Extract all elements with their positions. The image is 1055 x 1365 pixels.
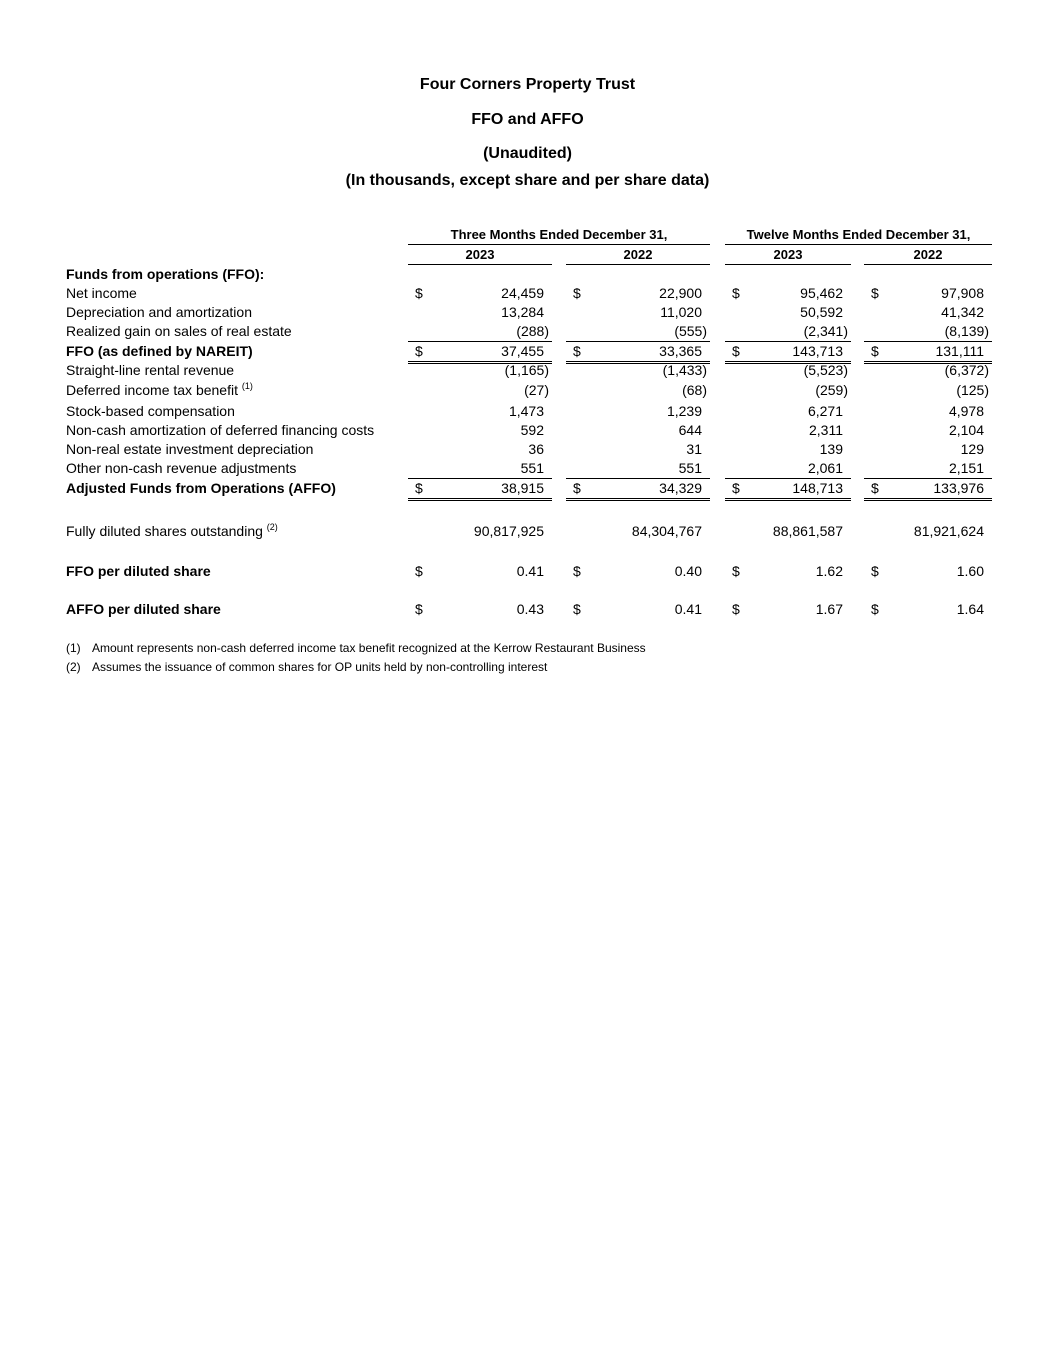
cell-value: 0.43 bbox=[516, 601, 544, 617]
table-row-ffo-total bbox=[0, 342, 1055, 361]
table-row-affo-total bbox=[0, 479, 1055, 498]
currency-symbol: $ bbox=[871, 285, 879, 301]
cell-value: (2,341) bbox=[803, 323, 848, 339]
table-row-nonre-depreciation bbox=[0, 440, 1055, 459]
table-row-straight-line bbox=[0, 361, 1055, 380]
cell-value: 34,329 bbox=[659, 480, 702, 496]
table-cell bbox=[864, 381, 992, 400]
currency-symbol: $ bbox=[415, 285, 423, 301]
table-cell bbox=[566, 303, 710, 322]
cell-value: (288) bbox=[516, 323, 549, 339]
row-label bbox=[66, 522, 278, 541]
table-cell bbox=[566, 479, 710, 501]
cell-value: 95,462 bbox=[800, 285, 843, 301]
table-cell bbox=[864, 421, 992, 440]
cell-value: 41,342 bbox=[941, 304, 984, 320]
row-label: Other non-cash revenue adjustments bbox=[66, 460, 297, 476]
table-cell bbox=[566, 459, 710, 479]
footnote-number: (1) bbox=[66, 641, 81, 655]
table-cell bbox=[864, 562, 992, 581]
cell-value: 644 bbox=[678, 422, 702, 438]
table-cell bbox=[725, 421, 851, 440]
footnote-text: Assumes the issuance of common shares for OP units held by non-controlling interest bbox=[92, 660, 548, 674]
row-label: Non-cash amortization of deferred financing costs bbox=[66, 422, 375, 438]
currency-symbol: $ bbox=[732, 343, 740, 359]
table-cell bbox=[725, 522, 851, 541]
currency-symbol: $ bbox=[871, 563, 879, 579]
row-label: Stock-based compensation bbox=[66, 403, 235, 419]
row-label: Adjusted Funds from Operations (AFFO) bbox=[66, 480, 336, 496]
table-cell bbox=[408, 303, 552, 322]
table-cell bbox=[408, 402, 552, 421]
table-cell bbox=[725, 361, 851, 380]
cell-value: 1,239 bbox=[666, 403, 702, 419]
row-label: Depreciation and amortization bbox=[66, 304, 252, 320]
currency-symbol: $ bbox=[573, 601, 581, 617]
currency-symbol: $ bbox=[573, 343, 581, 359]
table-cell bbox=[408, 459, 552, 479]
currency-symbol: $ bbox=[415, 343, 423, 359]
cell-value: (6,372) bbox=[944, 362, 989, 378]
cell-value: (555) bbox=[674, 323, 707, 339]
cell-value: 4,978 bbox=[948, 403, 984, 419]
table-cell bbox=[864, 522, 992, 541]
cell-value: 592 bbox=[520, 422, 544, 438]
table-row-affo-per-share bbox=[0, 600, 1055, 619]
row-label bbox=[66, 381, 253, 400]
table-row-diluted-shares bbox=[0, 522, 1055, 541]
cell-value: (1,165) bbox=[504, 362, 549, 378]
table-row-ffo-per-share bbox=[0, 562, 1055, 581]
table-cell bbox=[408, 421, 552, 440]
table-cell bbox=[725, 381, 851, 400]
cell-value: 88,861,587 bbox=[772, 523, 843, 539]
table-cell bbox=[864, 479, 992, 501]
section-heading-ffo bbox=[0, 265, 1055, 284]
cell-value: 90,817,925 bbox=[473, 523, 544, 539]
cell-value: 37,455 bbox=[501, 343, 544, 359]
report-title: FFO and AFFO bbox=[471, 111, 584, 128]
footnote bbox=[66, 658, 646, 677]
cell-value: 551 bbox=[678, 460, 702, 476]
currency-symbol: $ bbox=[732, 601, 740, 617]
cell-value: 133,976 bbox=[933, 480, 984, 496]
company-name: Four Corners Property Trust bbox=[419, 76, 636, 93]
cell-value: (8,139) bbox=[944, 323, 989, 339]
row-label: AFFO per diluted share bbox=[66, 601, 221, 617]
table-cell bbox=[725, 459, 851, 479]
currency-symbol: $ bbox=[415, 480, 423, 496]
audit-status: (Unaudited) bbox=[483, 145, 572, 162]
table-cell bbox=[725, 402, 851, 421]
currency-symbol: $ bbox=[732, 563, 740, 579]
cell-value: 131,111 bbox=[935, 343, 984, 359]
table-row-stock-comp bbox=[0, 402, 1055, 421]
cell-value: 84,304,767 bbox=[631, 523, 702, 539]
table-cell bbox=[864, 402, 992, 421]
table-cell bbox=[408, 361, 552, 380]
table-cell bbox=[408, 600, 552, 619]
cell-value: 143,713 bbox=[792, 343, 843, 359]
cell-value: 139 bbox=[819, 441, 843, 457]
currency-symbol: $ bbox=[871, 601, 879, 617]
table-cell bbox=[408, 440, 552, 459]
cell-value: 2,104 bbox=[948, 422, 984, 438]
column-year-header: 2022 bbox=[566, 247, 710, 265]
column-year-header: 2023 bbox=[408, 247, 552, 265]
currency-symbol: $ bbox=[415, 601, 423, 617]
row-label: Non-real estate investment depreciation bbox=[66, 441, 314, 457]
table-cell bbox=[566, 522, 710, 541]
cell-value: (27) bbox=[524, 382, 549, 398]
table-cell bbox=[725, 440, 851, 459]
table-cell bbox=[408, 322, 552, 342]
row-label: Funds from operations (FFO): bbox=[66, 266, 265, 282]
table-cell bbox=[408, 381, 552, 400]
row-label: FFO per diluted share bbox=[66, 563, 211, 579]
table-row-depreciation bbox=[0, 303, 1055, 322]
footnote-ref: (1) bbox=[241, 381, 253, 391]
cell-value: (68) bbox=[682, 382, 707, 398]
cell-value: 2,061 bbox=[807, 460, 843, 476]
cell-value: 11,020 bbox=[660, 304, 702, 320]
table-cell bbox=[864, 600, 992, 619]
footnote-number: (2) bbox=[66, 660, 81, 674]
row-label-text: Fully diluted shares outstanding bbox=[66, 523, 263, 539]
cell-value: 31 bbox=[686, 441, 702, 457]
cell-value: 13,284 bbox=[501, 304, 544, 320]
table-cell bbox=[566, 284, 710, 303]
table-row-noncash-amortization bbox=[0, 421, 1055, 440]
table-cell bbox=[566, 361, 710, 380]
table-cell bbox=[566, 402, 710, 421]
currency-symbol: $ bbox=[573, 480, 581, 496]
cell-value: (259) bbox=[815, 382, 848, 398]
row-label: Straight-line rental revenue bbox=[66, 362, 235, 378]
table-row-net-income bbox=[0, 284, 1055, 303]
table-cell bbox=[725, 303, 851, 322]
row-label: Net income bbox=[66, 285, 137, 301]
cell-value: 129 bbox=[960, 441, 984, 457]
cell-value: 1.67 bbox=[815, 601, 843, 617]
cell-value: 33,365 bbox=[659, 343, 702, 359]
cell-value: 148,713 bbox=[792, 480, 843, 496]
cell-value: 2,311 bbox=[809, 422, 843, 438]
cell-value: 1.60 bbox=[956, 563, 984, 579]
table-cell bbox=[566, 322, 710, 342]
units-note: (In thousands, except share and per share data) bbox=[345, 172, 710, 189]
row-label: Realized gain on sales of real estate bbox=[66, 323, 292, 339]
table-cell bbox=[725, 322, 851, 342]
cell-value: 1.64 bbox=[956, 601, 984, 617]
currency-symbol: $ bbox=[573, 563, 581, 579]
row-label-text: Deferred income tax benefit bbox=[66, 382, 238, 398]
table-cell bbox=[566, 562, 710, 581]
cell-value: 24,459 bbox=[501, 285, 544, 301]
table-cell bbox=[408, 522, 552, 541]
table-cell bbox=[566, 600, 710, 619]
table-cell bbox=[864, 322, 992, 342]
table-cell bbox=[864, 459, 992, 479]
table-cell bbox=[408, 479, 552, 501]
currency-symbol: $ bbox=[732, 480, 740, 496]
table-cell bbox=[725, 284, 851, 303]
cell-value: 1,473 bbox=[508, 403, 544, 419]
table-row-deferred-tax bbox=[0, 381, 1055, 400]
cell-value: 0.40 bbox=[674, 563, 702, 579]
cell-value: (5,523) bbox=[803, 362, 848, 378]
table-row-realized-gain bbox=[0, 322, 1055, 341]
cell-value: 22,900 bbox=[659, 285, 702, 301]
table-row-other-noncash bbox=[0, 459, 1055, 478]
table-cell bbox=[725, 479, 851, 501]
table-cell bbox=[864, 440, 992, 459]
column-group-three-months: Three Months Ended December 31, bbox=[408, 227, 710, 245]
cell-value: 551 bbox=[520, 460, 544, 476]
footnotes bbox=[66, 639, 646, 677]
currency-symbol: $ bbox=[871, 343, 879, 359]
footnote-ref: (2) bbox=[266, 522, 278, 532]
cell-value: (1,433) bbox=[662, 362, 707, 378]
table-cell bbox=[566, 381, 710, 400]
cell-value: 81,921,624 bbox=[913, 523, 984, 539]
row-label: FFO (as defined by NAREIT) bbox=[66, 343, 253, 359]
table-cell bbox=[725, 600, 851, 619]
cell-value: 2,151 bbox=[948, 460, 984, 476]
cell-value: 6,271 bbox=[807, 403, 843, 419]
cell-value: (125) bbox=[956, 382, 989, 398]
cell-value: 97,908 bbox=[941, 285, 984, 301]
currency-symbol: $ bbox=[415, 563, 423, 579]
table-cell bbox=[408, 284, 552, 303]
cell-value: 50,592 bbox=[800, 304, 843, 320]
footnote-text: Amount represents non-cash deferred income tax benefit recognized at the Kerrow Restaurant Business bbox=[92, 641, 646, 655]
table-cell bbox=[566, 421, 710, 440]
currency-symbol: $ bbox=[871, 480, 879, 496]
table-cell bbox=[864, 361, 992, 380]
currency-symbol: $ bbox=[573, 285, 581, 301]
footnote bbox=[66, 639, 646, 658]
column-group-twelve-months: Twelve Months Ended December 31, bbox=[725, 227, 992, 245]
cell-value: 36 bbox=[528, 441, 544, 457]
cell-value: 0.41 bbox=[516, 563, 544, 579]
column-year-header: 2023 bbox=[725, 247, 851, 265]
table-cell bbox=[725, 562, 851, 581]
table-cell bbox=[408, 562, 552, 581]
cell-value: 1.62 bbox=[815, 563, 843, 579]
cell-value: 38,915 bbox=[501, 480, 544, 496]
currency-symbol: $ bbox=[732, 285, 740, 301]
table-cell bbox=[864, 284, 992, 303]
table-cell bbox=[864, 303, 992, 322]
column-year-header: 2022 bbox=[864, 247, 992, 265]
cell-value: 0.41 bbox=[674, 601, 702, 617]
table-cell bbox=[566, 440, 710, 459]
